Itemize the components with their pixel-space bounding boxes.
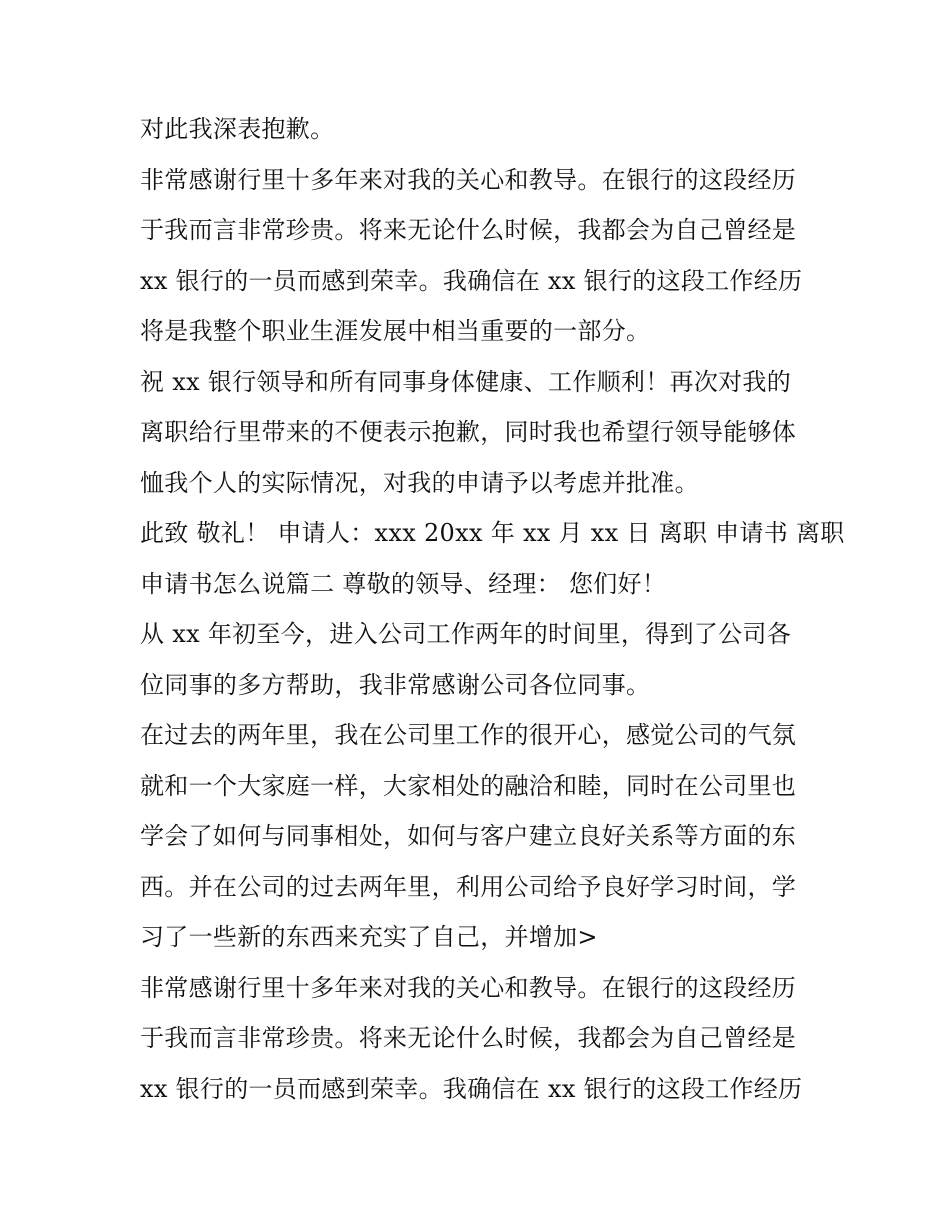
text-line: 非常感谢行里十多年来对我的关心和教导。在银行的这段经历 <box>140 973 797 1002</box>
text-line: 离职给行里带来的不便表示抱歉，同时我也希望行领导能够体 <box>140 418 797 446</box>
text-line: 对此我深表抱歉。 <box>140 115 335 143</box>
text-line: 将是我整个职业生涯发展中相当重要的一部分。 <box>140 317 651 345</box>
text-line: 恤我个人的实际情况，对我的申请予以考虑并批准。 <box>140 468 699 497</box>
text-line: 位同事的多方帮助，我非常感谢公司各位同事。 <box>140 670 651 699</box>
text-line: 学会了如何与同事相处，如何与客户建立良好关系等方面的东 <box>140 822 797 850</box>
text-line: xx 银行的一员而感到荣幸。我确信在 xx 银行的这段工作经历 <box>140 1074 803 1103</box>
text-line: 西。并在公司的过去两年里，利用公司给予良好学习时间，学 <box>140 872 797 901</box>
text-line: 从 xx 年初至今，进入公司工作两年的时间里，得到了公司各 <box>140 620 792 648</box>
text-line: 就和一个大家庭一样，大家相处的融洽和睦，同时在公司里也 <box>140 771 797 800</box>
text-line: xx 银行的一员而感到荣幸。我确信在 xx 银行的这段工作经历 <box>140 266 803 295</box>
document-body <box>140 104 845 1114</box>
text-line: 习了一些新的东西来充实了自己，并增加> <box>140 923 598 951</box>
text-line: 在过去的两年里，我在公司里工作的很开心，感觉公司的气氛 <box>140 721 797 749</box>
text-line: 申请书怎么说篇二 尊敬的领导、经理： 您们好！ <box>140 569 667 598</box>
text-line: 于我而言非常珍贵。将来无论什么时候，我都会为自己曾经是 <box>140 216 797 244</box>
text-line: 此致 敬礼！ 申请人：xxx 20xx 年 xx 月 xx 日 离职 申请书 离职 <box>140 519 845 547</box>
text-line: 非常感谢行里十多年来对我的关心和教导。在银行的这段经历 <box>140 165 797 194</box>
text-line: 祝 xx 银行领导和所有同事身体健康、工作顺利！再次对我的 <box>140 367 792 396</box>
text-line: 于我而言非常珍贵。将来无论什么时候，我都会为自己曾经是 <box>140 1024 797 1052</box>
